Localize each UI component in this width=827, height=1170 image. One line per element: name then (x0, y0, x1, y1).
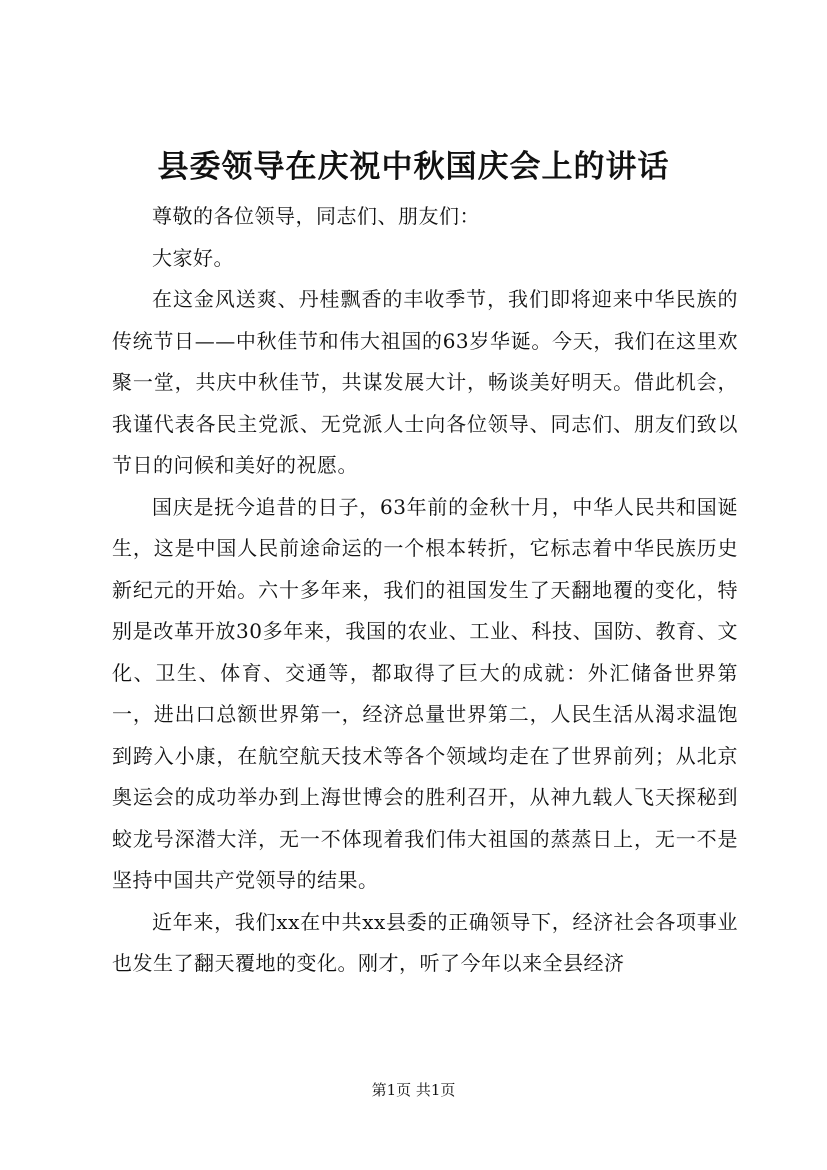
salutation-paragraph: 尊敬的各位领导，同志们、朋友们： (152, 204, 480, 228)
body-paragraph: 在这金风送爽、丹桂飘香的丰收季节，我们即将迎来中华民族的传统节日——中秋佳节和伟大祖国的63岁华诞。今天，我们在这里欢聚一堂，共庆中秋佳节，共谋发展大计，畅谈美好明天。借此机会，我谨代表各民主党派、无党派人士向各位领导、同志们、朋友们致以节日的问候和美好的祝愿。 (112, 287, 738, 477)
document-body (112, 196, 738, 985)
body-paragraph: 近年来，我们xx在中共xx县委的正确领导下，经济社会各项事业也发生了翻天覆地的变化。刚才，听了今年以来全县经济 (112, 909, 738, 975)
document-title: 县委领导在庆祝中秋国庆会上的讲话 (157, 149, 670, 185)
page-footer: 第1页 共1页 (371, 1081, 456, 1099)
body-paragraph: 国庆是抚今追昔的日子，63年前的金秋十月，中华人民共和国诞生，这是中国人民前途命运的一个根本转折，它标志着中华民族历史新纪元的开始。六十多年来，我们的祖国发生了天翻地覆的变化，特别是改革开放30多年来，我国的农业、工业、科技、国防、教育、文化、卫生、体育、交通等，都取得了巨大的成就：外汇储备世界第一，进出口总额世界第一，经济总量世界第二，人民生活从渴求温饱到跨入小康，在航空航天技术等各个领域均走在了世界前列；从北京奥运会的成功举办到上海世博会的胜利召开，从神九载人飞天探秘到蛟龙号深潜大洋，无一不体现着我们伟大祖国的蒸蒸日上，无一不是坚持中国共产党领导的结果。 (112, 494, 738, 892)
greeting-paragraph: 大家好。 (152, 245, 234, 270)
